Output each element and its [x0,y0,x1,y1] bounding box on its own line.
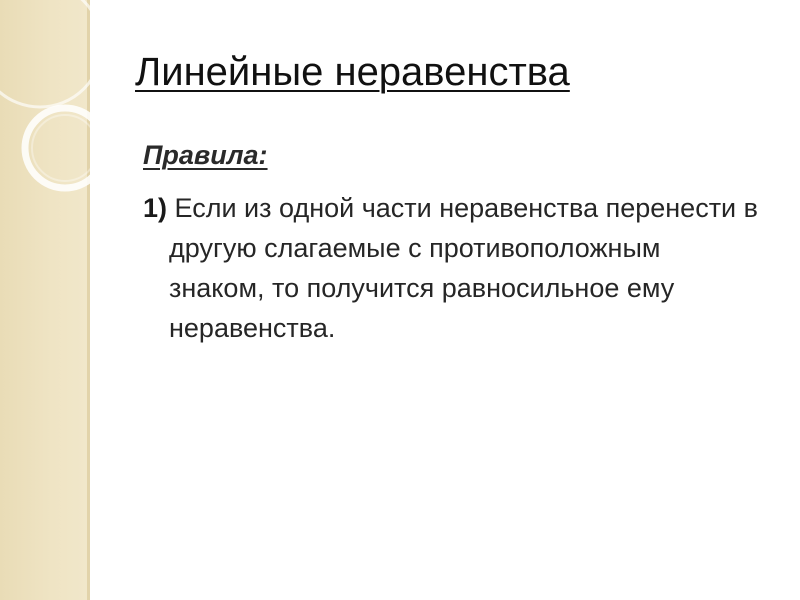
slide-title: Линейные неравенства [135,50,570,94]
slide-content [143,138,763,348]
rule-text: Если из одной части неравенства перенести в другую слагаемые с противоположным знаком, то получится равносильное ему неравенства. [169,193,758,343]
decorative-ring-small-inner [32,115,98,181]
decorative-ring-small [25,108,105,188]
rule-number: 1) [143,193,175,223]
decorative-ring-large [0,0,102,107]
rule-item [143,188,763,348]
rules-subheading: Правила: [143,140,268,170]
